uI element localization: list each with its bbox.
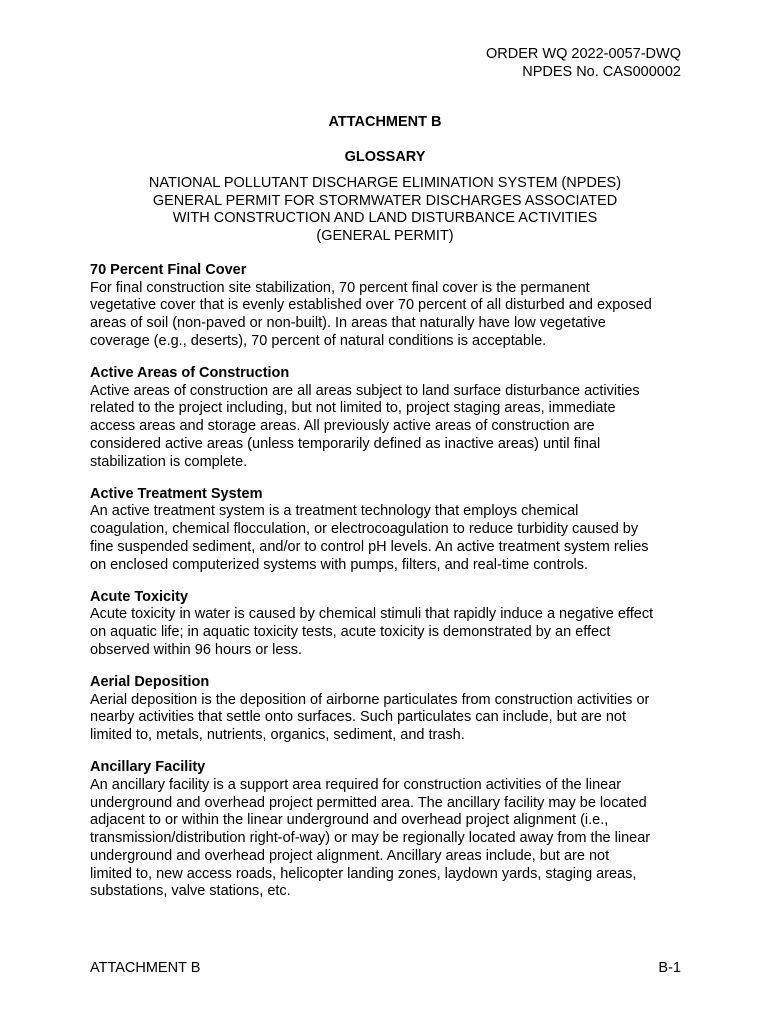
glossary-entry (90, 365, 690, 471)
entry-term: Active Treatment System (90, 485, 263, 502)
definition-line: stabilization is complete. (90, 453, 248, 470)
permit-title-line: WITH CONSTRUCTION AND LAND DISTURBANCE ACTIVITIES (172, 210, 598, 227)
entry-definition (90, 280, 690, 351)
entry-definition (90, 777, 690, 901)
entry-definition (90, 606, 690, 659)
definition-line: on enclosed computerized systems with pumps, filters, and real-time controls. (90, 556, 589, 573)
definition-line: coagulation, chemical flocculation, or electrocoagulation to reduce turbidity caused by (90, 521, 639, 538)
definition-line: limited to, metals, nutrients, organics, sediment, and trash. (90, 727, 465, 744)
glossary-title: GLOSSARY (344, 149, 426, 165)
entry-term: 70 Percent Final Cover (90, 262, 247, 278)
definition-line: areas of soil (non-paved or non-built). In areas that naturally have low vegetative (90, 315, 606, 332)
permit-title-line: (GENERAL PERMIT) (316, 228, 454, 245)
entry-definition (90, 503, 690, 574)
definition-line: adjacent to or within the linear underground and overhead project alignment (i.e., (90, 812, 609, 829)
permit-title-line: NATIONAL POLLUTANT DISCHARGE ELIMINATION SYSTEM (NPDES) (148, 175, 622, 191)
definition-line: related to the project including, but not limited to, project staging areas, immediate (90, 400, 616, 417)
definition-line: considered active areas (unless temporarily defined as inactive areas) until final (90, 435, 601, 452)
entry-definition (90, 692, 690, 745)
definition-line: Aerial deposition is the deposition of airborne particulates from construction activities or (90, 691, 650, 708)
entry-term: Active Areas of Construction (90, 365, 290, 382)
definition-line: Acute toxicity in water is caused by chemical stimuli that rapidly induce a negative effect (90, 606, 654, 623)
footer-page-number: B-1 (658, 960, 681, 976)
glossary-entry (90, 589, 690, 660)
definition-line: vegetative cover that is evenly established over 70 percent of all disturbed and exposed (90, 297, 652, 314)
glossary-entry (90, 759, 690, 901)
definition-line: underground and overhead project alignment. Ancillary areas include, but are not (90, 847, 610, 864)
glossary-entry (90, 262, 690, 351)
definition-line: substations, valve stations, etc. (90, 883, 291, 900)
footer-attachment-label: ATTACHMENT B (90, 960, 201, 976)
definition-line: For final construction site stabilization, 70 percent final cover is the permanent (90, 279, 590, 296)
document-header (486, 46, 681, 81)
definition-line: coverage (e.g., deserts), 70 percent of natural conditions is acceptable. (90, 332, 547, 349)
npdes-number: NPDES No. CAS000002 (522, 63, 681, 80)
definition-line: on aquatic life; in aquatic toxicity tests, acute toxicity is demonstrated by an effect (90, 624, 611, 641)
definition-line: access areas and storage areas. All previously active areas of construction are (90, 418, 595, 435)
definition-line: limited to, new access roads, helicopter landing zones, laydown yards, staging areas, (90, 865, 637, 882)
permit-title-line: GENERAL PERMIT FOR STORMWATER DISCHARGES ASSOCIATED (152, 192, 618, 209)
definition-line: underground and overhead project permitted area. The ancillary facility may be located (90, 794, 647, 811)
definition-line: Active areas of construction are all areas subject to land surface disturbance activities (90, 382, 640, 399)
permit-title (0, 175, 770, 246)
entry-term: Acute Toxicity (90, 588, 189, 605)
definition-line: An ancillary facility is a support area required for construction activities of the linear (90, 777, 622, 794)
glossary-entry (90, 486, 690, 575)
definition-line: nearby activities that settle onto surfaces. Such particulates can include, but are not (90, 709, 626, 726)
glossary-entries (90, 262, 690, 916)
definition-line: An active treatment system is a treatment technology that employs chemical (90, 503, 579, 520)
glossary-entry (90, 674, 690, 745)
order-number: ORDER WQ 2022-0057-DWQ (486, 46, 681, 62)
attachment-title: ATTACHMENT B (328, 114, 442, 130)
definition-line: fine suspended sediment, and/or to control pH levels. An active treatment system relies (90, 538, 649, 555)
entry-term: Aerial Deposition (90, 674, 210, 691)
definition-line: observed within 96 hours or less. (90, 641, 302, 658)
entry-definition (90, 383, 690, 472)
entry-term: Ancillary Facility (90, 759, 206, 776)
definition-line: transmission/distribution right-of-way) or may be regionally located away from the linear (90, 830, 651, 847)
